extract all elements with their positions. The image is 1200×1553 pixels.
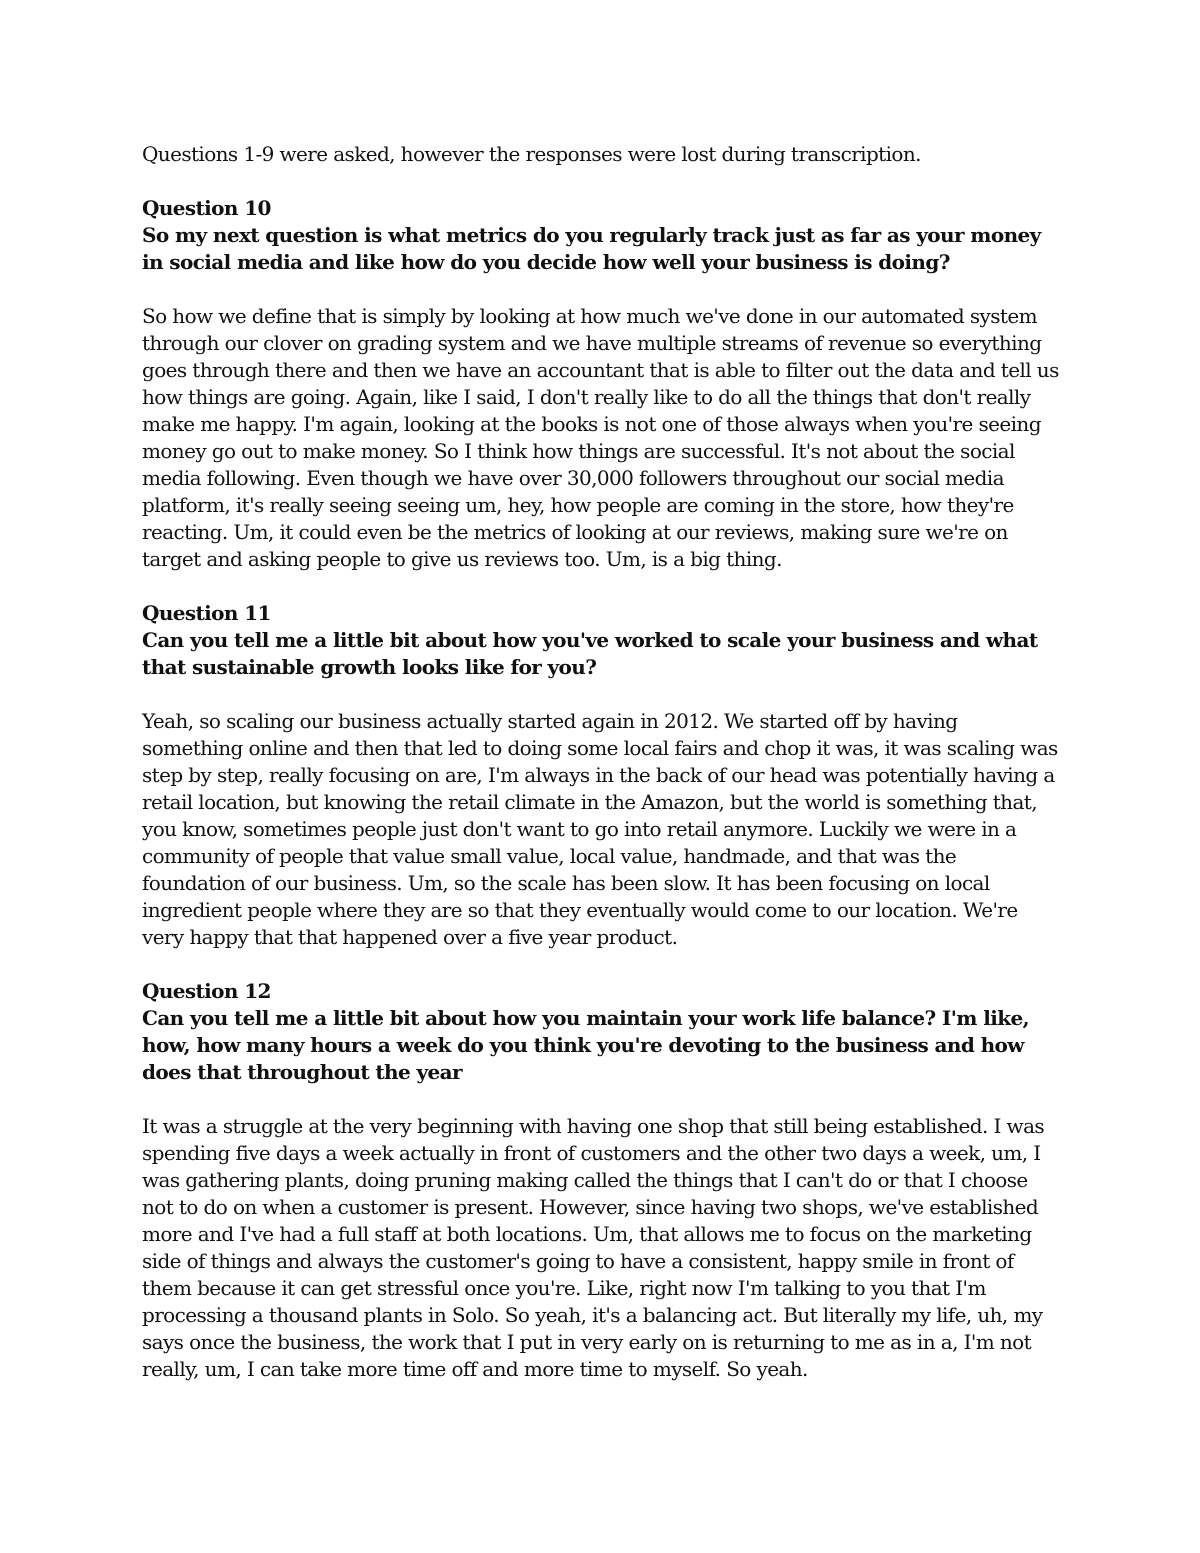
question-text: Can you tell me a little bit about how you've worked to scale your business and what that sustainable growth looks like for you?	[142, 628, 1038, 679]
document-page	[142, 141, 1060, 1410]
answer-text: It was a struggle at the very beginning with having one shop that still being established. I was spending five days a week actually in front of customers and the other two days a week, um, I was gathering plants, doing pruning making called the things that I can't do or that I choose not to do on when a customer is present. However, since having two shops, we've established more and I've had a full staff at both locations. Um, that allows me to focus on the marketing side of things and always the customer's going to have a consistent, happy smile in front of them because it can get stressful once you're. Like, right now I'm talking to you that I'm processing a thousand plants in Solo. So yeah, it's a balancing act. But literally my life, uh, my says once the business, the work that I put in very early on is returning to me as in a, I'm not really, um, I can take more time off and more time to myself. So yeah.	[142, 1114, 1045, 1381]
question-text: Can you tell me a little bit about how you maintain your work life balance? I'm like, how, how many hours a week do you think you're devoting to the business and how does that throughout the year	[142, 1006, 1029, 1084]
answer-text: So how we define that is simply by looking at how much we've done in our automated system through our clover on grading system and we have multiple streams of revenue so everything goes through there and then we have an accountant that is able to filter out the data and tell us how things are going. Again, like I said, I don't really like to do all the things that don't really make me happy. I'm again, looking at the books is not one of those always when you're seeing money go out to make money. So I think how things are successful. It's not about the social media following. Even though we have over 30,000 followers throughout our social media platform, it's really seeing seeing um, hey, how people are coming in the store, how they're reacting. Um, it could even be the metrics of looking at our reviews, making sure we're on target and asking people to give us reviews too. Um, is a big thing.	[142, 304, 1059, 571]
question-number: Question 10	[142, 196, 271, 220]
question-number: Question 12	[142, 979, 271, 1003]
question-text: So my next question is what metrics do you regularly track just as far as your money in social media and like how do you decide how well your business is doing?	[142, 223, 1041, 274]
question-number: Question 11	[142, 601, 271, 625]
question-block-10	[142, 195, 1060, 573]
question-block-12	[142, 978, 1060, 1383]
intro-text: Questions 1-9 were asked, however the responses were lost during transcription.	[142, 142, 921, 166]
question-block-11	[142, 600, 1060, 951]
answer-text: Yeah, so scaling our business actually started again in 2012. We started off by having something online and then that led to doing some local fairs and chop it was, it was scaling was step by step, really focusing on are, I'm always in the back of our head was potentially having a retail location, but knowing the retail climate in the Amazon, but the world is something that, you know, sometimes people just don't want to go into retail anymore. Luckily we were in a community of people that value small value, local value, handmade, and that was the foundation of our business. Um, so the scale has been slow. It has been focusing on local ingredient people where they are so that they eventually would come to our location. We're very happy that that happened over a five year product.	[142, 709, 1058, 949]
